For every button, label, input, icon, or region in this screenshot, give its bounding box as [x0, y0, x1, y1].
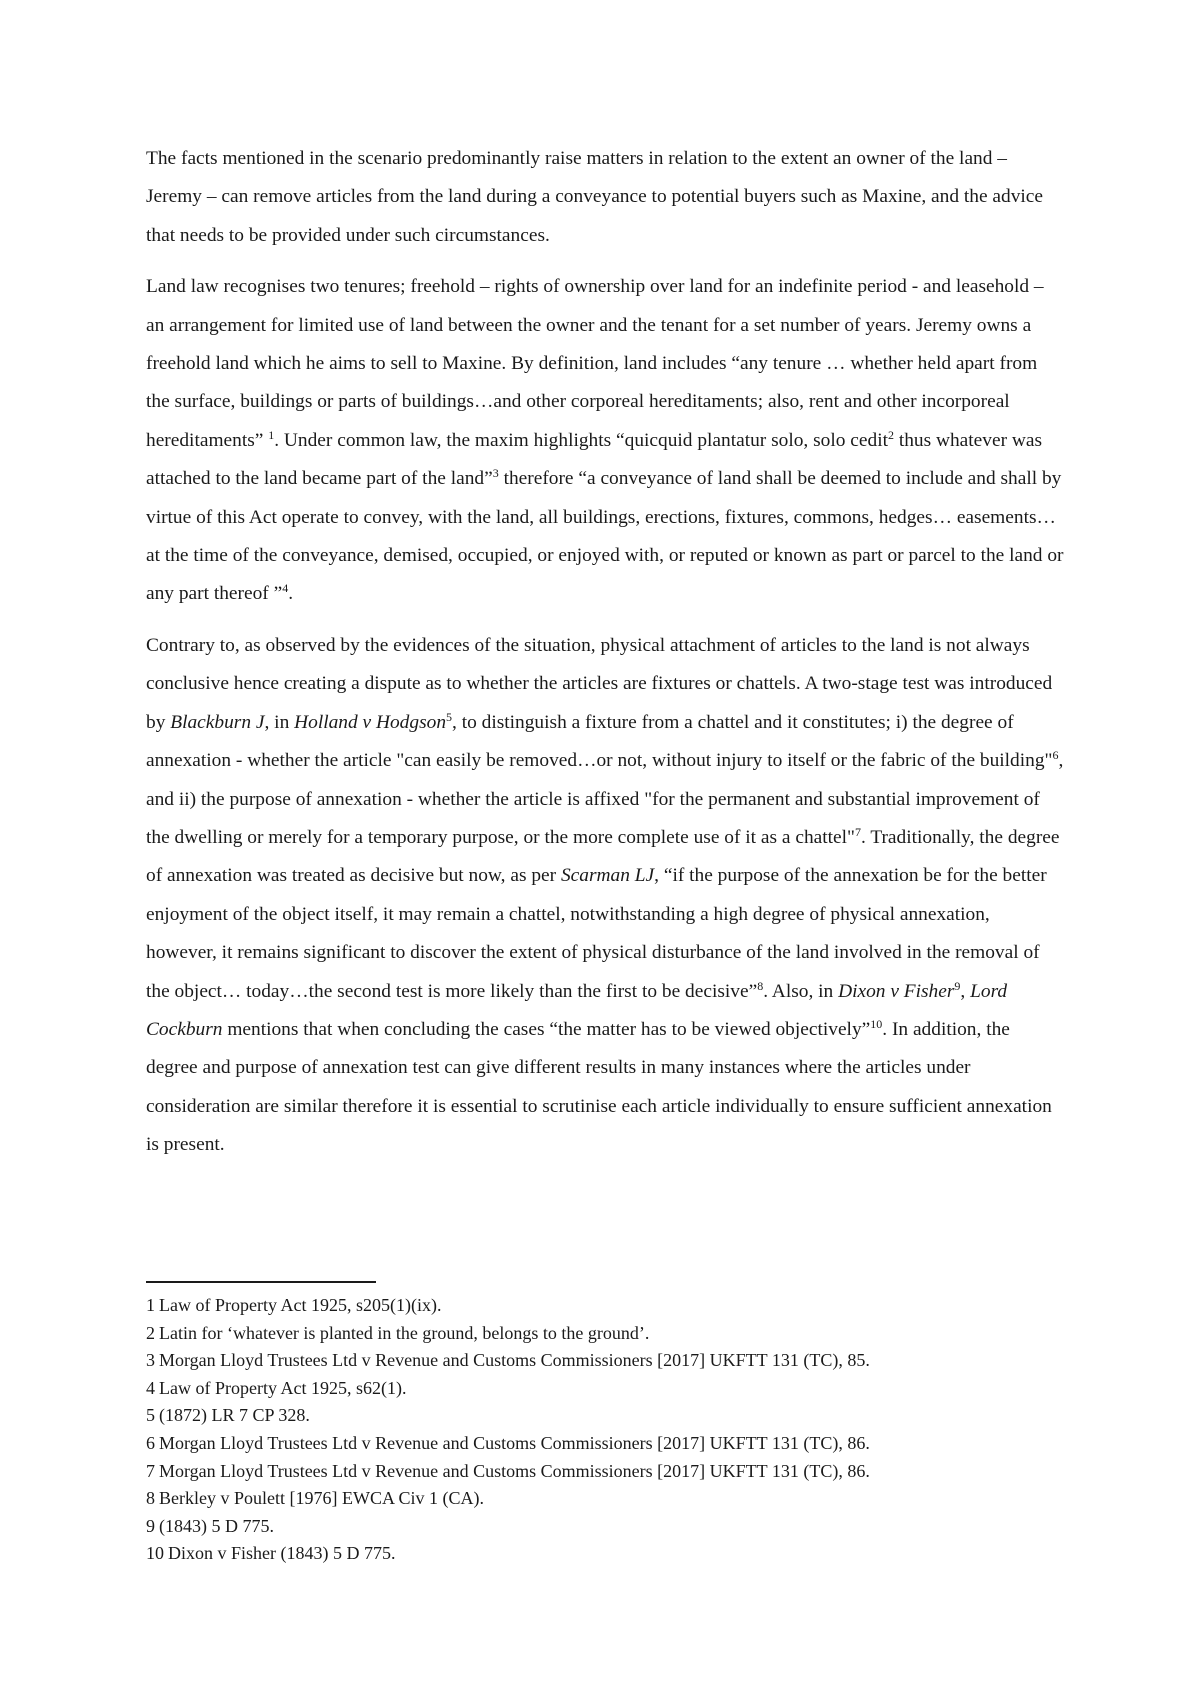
text-run: ,: [960, 980, 971, 1002]
footnote: [146, 1513, 1064, 1541]
text-run: , in: [264, 711, 295, 733]
text-run: . Also, in: [763, 980, 839, 1002]
footnote: [146, 1347, 1064, 1375]
footnote-number: 4: [146, 1377, 155, 1398]
footnote-number: 6: [146, 1432, 155, 1453]
footnote-reference: 9: [954, 978, 961, 993]
footnote-reference: 6: [1052, 748, 1059, 763]
text-run: thus whatever was attached to the land became part of the land”: [146, 429, 1043, 490]
text-run: Contrary to, as observed by the evidences of the situation, physical attachment of articles to the land is not always conclusive hence creating a dispute as to whether the articles are fixtures or chattels. A two-stage test was introduced by: [146, 634, 1053, 733]
footnote: [146, 1375, 1064, 1403]
footnotes: [146, 1292, 1064, 1568]
footnote-reference: 5: [446, 709, 453, 724]
footnote-separator: [146, 1281, 376, 1283]
footnote: [146, 1320, 1064, 1348]
text-run: .: [288, 583, 294, 605]
footnote: [146, 1485, 1064, 1513]
footnote: [146, 1402, 1064, 1430]
footnote-text: Morgan Lloyd Trustees Ltd v Revenue and Customs Commissioners [2017] UKFTT 131 (TC), 86.: [159, 1460, 870, 1481]
italic-run: Blackburn J: [170, 711, 265, 733]
footnote-number: 2: [146, 1322, 155, 1343]
text-run: mentions that when concluding the cases “the matter has to be viewed objectively”: [222, 1018, 871, 1040]
text-run: therefore “a conveyance of land shall be deemed to include and shall by virtue of this Act operate to convey, with the land, all buildings, erections, fixtures, commons, hedges… easements…at the time of the conveyance, demised, occupied, or enjoyed with, or reputed or known as part or parcel to the land or any part thereof ”: [146, 468, 1064, 605]
footnote: [146, 1540, 1064, 1568]
text-run: , “if the purpose of the annexation be for the better enjoyment of the object itself, it may remain a chattel, notwithstanding a high degree of physical annexation, however, it remains significant to discover the extent of physical disturbance of the land involved in the removal of the object… today…the second test is more likely than the first to be decisive”: [146, 865, 1047, 1002]
footnote-number: 8: [146, 1488, 155, 1509]
footnote-reference: 1: [268, 427, 275, 442]
footnote: [146, 1458, 1064, 1486]
footnote-reference: 2: [887, 427, 894, 442]
footnote-reference: 7: [854, 824, 861, 839]
footnote-text: Latin for ‘whatever is planted in the ground, belongs to the ground’.: [159, 1322, 650, 1343]
text-run: . Under common law, the maxim highlights “quicquid plantatur solo, solo cedit: [274, 429, 888, 451]
footnote-text: Dixon v Fisher (1843) 5 D 775.: [168, 1543, 396, 1564]
text-run: . Traditionally, the degree of annexation was treated as decisive but now, as per: [146, 826, 1060, 887]
footnote-number: 7: [146, 1460, 155, 1481]
italic-run: Dixon v Fisher: [838, 980, 955, 1002]
paragraph: [146, 140, 1064, 255]
italic-run: Scarman LJ: [560, 865, 655, 887]
footnote-reference: 4: [282, 581, 289, 596]
paragraph: [146, 627, 1064, 1165]
footnote-reference: 3: [492, 466, 499, 481]
text-run: The facts mentioned in the scenario predominantly raise matters in relation to the extent an owner of the land – Jeremy – can remove articles from the land during a conveyance to potential buyers such as Maxine, and the advice that needs to be provided under such circumstances.: [146, 148, 1044, 246]
footnote-text: Law of Property Act 1925, s205(1)(ix).: [159, 1295, 442, 1315]
footnote-reference: 10: [870, 1016, 883, 1031]
footnote-text: (1872) LR 7 CP 328.: [159, 1405, 310, 1426]
footnote-number: 10: [146, 1543, 164, 1564]
footnote: [146, 1292, 1064, 1320]
footnote-reference: 8: [757, 978, 764, 993]
footnote-text: Morgan Lloyd Trustees Ltd v Revenue and Customs Commissioners [2017] UKFTT 131 (TC), 85.: [159, 1350, 870, 1371]
footnote-number: 1: [146, 1295, 155, 1315]
footnote-number: 5: [146, 1405, 155, 1426]
text-run: Land law recognises two tenures; freehold – rights of ownership over land for an indefinite period - and leasehold – an arrangement for limited use of land between the owner and the tenant for a set number of years. Jeremy owns a freehold land which he aims to sell to Maxine. By definition, land includes “any tenure … whether held apart from the surface, buildings or parts of buildings…and other corporeal hereditaments; also, rent and other incorporeal hereditaments”: [146, 276, 1044, 451]
footnote-text: Morgan Lloyd Trustees Ltd v Revenue and Customs Commissioners [2017] UKFTT 131 (TC), 86.: [159, 1432, 870, 1453]
text-run: . In addition, the degree and purpose of annexation test can give different results in many instances where the articles under consideration are similar therefore it is essential to scrutinise each article individually to ensure sufficient annexation is present.: [146, 1018, 1052, 1156]
footnote-number: 3: [146, 1350, 155, 1371]
body-text: [146, 140, 1064, 1178]
footnote-text: Law of Property Act 1925, s62(1).: [159, 1377, 407, 1398]
italic-run: Holland v Hodgson: [294, 711, 447, 733]
footnote: [146, 1430, 1064, 1458]
footnote-text: Berkley v Poulett [1976] EWCA Civ 1 (CA).: [159, 1488, 484, 1509]
footnote-number: 9: [146, 1515, 155, 1536]
text-run: , and ii) the purpose of annexation - whether the article is affixed "for the permanent and substantial improvement of the dwelling or merely for a temporary purpose, or the more complete use of it as a chattel": [146, 750, 1064, 848]
paragraph: [146, 268, 1064, 614]
footnote-text: (1843) 5 D 775.: [159, 1515, 274, 1536]
italic-run: Lord Cockburn: [146, 980, 1008, 1040]
text-run: , to distinguish a fixture from a chattel and it constitutes; i) the degree of annexation - whether the article "can easily be removed…or not, without injury to itself or the fabric of the building": [146, 711, 1053, 772]
